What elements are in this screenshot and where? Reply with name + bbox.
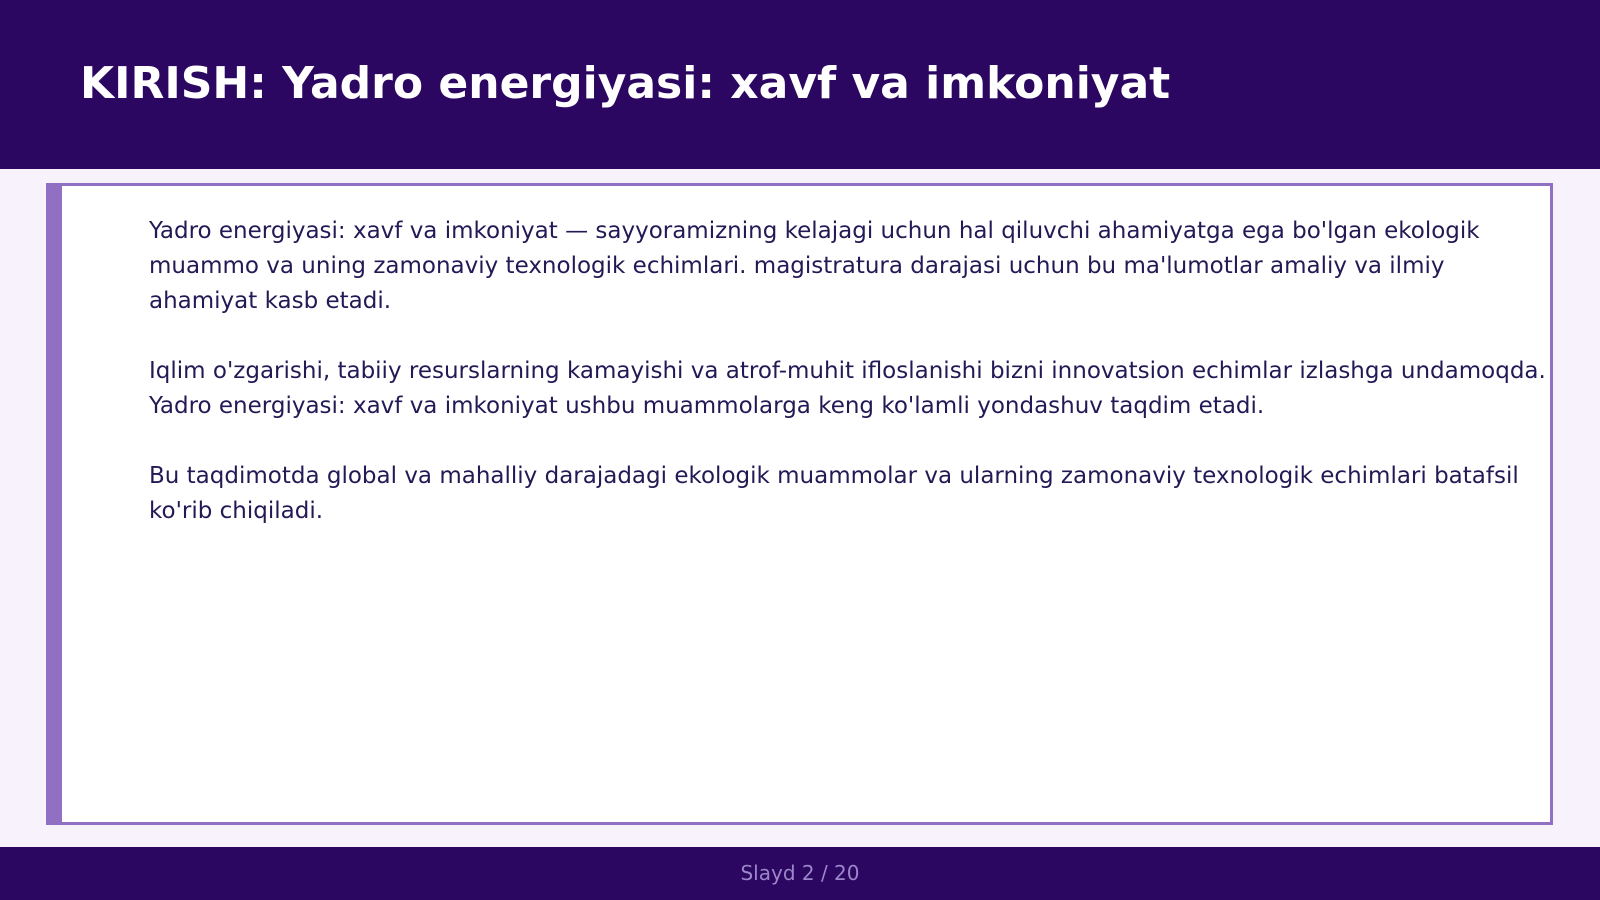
slide-header <box>0 0 1600 169</box>
slide-body <box>149 214 1549 564</box>
slide-footer <box>0 847 1600 900</box>
slide-title: KIRISH: Yadro energiyasi: xavf va imkoniyat <box>80 58 1171 109</box>
paragraph-3: Bu taqdimotda global va mahalliy darajadagi ekologik muammolar va ularning zamonaviy texnologik echimlari batafsil ko'rib chiqiladi. <box>149 463 1519 524</box>
content-card <box>46 183 1553 825</box>
slide-counter: Slayd 2 / 20 <box>740 861 860 885</box>
paragraph-1: Yadro energiyasi: xavf va imkoniyat — sayyoramizning kelajagi uchun hal qiluvchi ahamiyatga ega bo'lgan ekologik muammo va uning zamonaviy texnologik echimlari. magistratura darajasi uchun bu ma'lumotlar amaliy va ilmiy ahamiyat kasb etadi. <box>149 218 1480 314</box>
paragraph-2: Iqlim o'zgarishi, tabiiy resurslarning kamayishi va atrof-muhit ifloslanishi bizni innovatsion echimlar izlashga undamoqda. Yadro energiyasi: xavf va imkoniyat ushbu muammolarga keng ko'lamli yondashuv taqdim etadi. <box>149 358 1546 419</box>
